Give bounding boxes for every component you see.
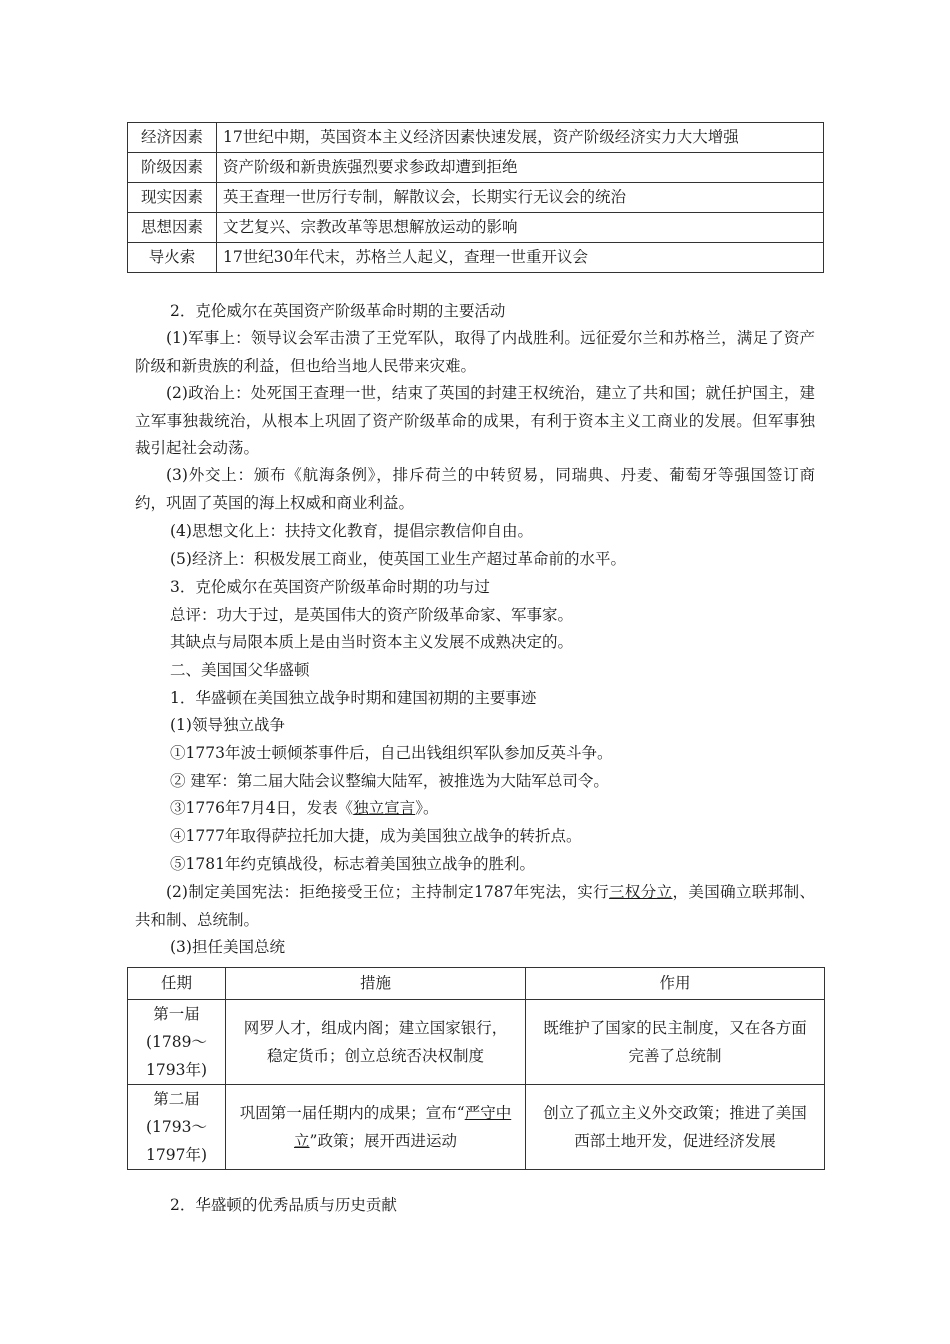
- term-cell: 第二届 (1793～ 1797年): [128, 1085, 226, 1170]
- cromwell-military: (1)军事上：领导议会军击溃了王党军队，取得了内战胜利。远征爱尔兰和苏格兰，满足了资产阶级和新贵族的利益，但也给当地人民带来灾难。: [135, 329, 815, 375]
- table-row: [128, 213, 824, 243]
- factor-text: 17世纪30年代末，苏格兰人起义，查理一世重开议会: [217, 243, 824, 273]
- cromwell-merits-heading: 3．克伦威尔在英国资产阶级革命时期的功与过: [170, 578, 490, 596]
- measures-cell: 网罗人才，组成内阁；建立国家银行，稳定货币；创立总统否决权制度: [226, 1000, 526, 1085]
- declaration-underline: 独立宣言: [353, 799, 416, 817]
- revolution-factors-table: [127, 122, 824, 273]
- war-heading: (1)领导独立战争: [170, 716, 285, 734]
- presidency-table: [127, 967, 825, 1170]
- table-header-row: [128, 968, 825, 1000]
- cromwell-economy: (5)经济上：积极发展工商业，使英国工业生产超过革命前的水平。: [170, 550, 626, 568]
- washington-heading: 1．华盛顿在美国独立战争时期和建国初期的主要事迹: [170, 689, 537, 707]
- factor-label: 经济因素: [128, 123, 217, 153]
- cromwell-diplomatic: (3)外交上：颁布《航海条例》，排斥荷兰的中转贸易，同瑞典、丹麦、葡萄牙等强国签订商约，巩固了英国的海上权威和商业利益。: [135, 466, 815, 512]
- effect-cell: 创立了孤立主义外交政策；推进了美国西部土地开发，促进经济发展: [526, 1085, 825, 1170]
- table-row: [128, 123, 824, 153]
- constitution-post: ，美国确立联邦制、共和制、总统制。: [135, 883, 815, 929]
- war-item-3: [170, 795, 438, 822]
- term-cell: 第一届 (1789～ 1793年): [128, 1000, 226, 1085]
- war-item-4: ④1777年取得萨拉托加大捷，成为美国独立战争的转折点。: [170, 827, 582, 845]
- table-row: [128, 243, 824, 273]
- factor-label: 阶级因素: [128, 153, 217, 183]
- factor-text: 文艺复兴、宗教改革等思想解放运动的影响: [217, 213, 824, 243]
- cromwell-summary: 总评：功大于过，是英国伟大的资产阶级革命家、军事家。: [170, 606, 574, 624]
- column-header: 措施: [226, 968, 526, 1000]
- cromwell-culture: (4)思想文化上：扶持文化教育，提倡宗教信仰自由。: [170, 522, 533, 540]
- factor-text: 17世纪中期，英国资本主义经济因素快速发展，资产阶级经济实力大大增强: [217, 123, 824, 153]
- president-heading: (3)担任美国总统: [170, 938, 285, 956]
- constitution-pre: (2)制定美国宪法：拒绝接受王位；主持制定1787年宪法，实行: [166, 883, 610, 901]
- table-row: [128, 183, 824, 213]
- table-row: [128, 153, 824, 183]
- war-item-3-post: 》。: [415, 799, 439, 817]
- measures-cell: [226, 1085, 526, 1170]
- column-header: 任期: [128, 968, 226, 1000]
- factor-label: 现实因素: [128, 183, 217, 213]
- factor-text: 资产阶级和新贵族强烈要求参政却遭到拒绝: [217, 153, 824, 183]
- measures-post: ”政策；展开西进运动: [309, 1132, 457, 1150]
- effect-cell: 既维护了国家的民主制度，又在各方面完善了总统制: [526, 1000, 825, 1085]
- cromwell-political: (2)政治上：处死国王查理一世，结束了英国的封建王权统治，建立了共和国；就任护国主，建立军事独裁统治，从根本上巩固了资产阶级革命的成果，有利于资本主义工商业的发展。但军事独裁引起社会动荡。: [135, 384, 815, 457]
- war-item-5: ⑤1781年约克镇战役，标志着美国独立战争的胜利。: [170, 855, 535, 873]
- table-row: [128, 1085, 825, 1170]
- neutrality-underline: 严守中立: [294, 1104, 512, 1150]
- factor-label: 思想因素: [128, 213, 217, 243]
- separation-of-powers-underline: 三权分立: [609, 883, 673, 901]
- war-item-1: ①1773年波士顿倾茶事件后，自己出钱组织军队参加反英斗争。: [170, 744, 613, 762]
- table-row: [128, 1000, 825, 1085]
- column-header: 作用: [526, 968, 825, 1000]
- cromwell-heading: 2．克伦威尔在英国资产阶级革命时期的主要活动: [170, 302, 506, 320]
- war-item-2: ② 建军：第二届大陆会议整编大陆军，被推选为大陆军总司令。: [170, 772, 609, 790]
- war-item-3-pre: ③1776年7月4日，发表《: [170, 799, 354, 817]
- measures-pre: 巩固第一届任期内的成果；宣布“: [239, 1104, 465, 1122]
- qualities-heading: 2．华盛顿的优秀品质与历史贡献: [170, 1196, 397, 1214]
- factor-text: 英王查理一世厉行专制，解散议会，长期实行无议会的统治: [217, 183, 824, 213]
- factor-label: 导火索: [128, 243, 217, 273]
- washington-section: 二、美国国父华盛顿: [170, 661, 310, 679]
- cromwell-limitation: 其缺点与局限本质上是由当时资本主义发展不成熟决定的。: [170, 633, 574, 651]
- constitution-paragraph: [135, 879, 815, 934]
